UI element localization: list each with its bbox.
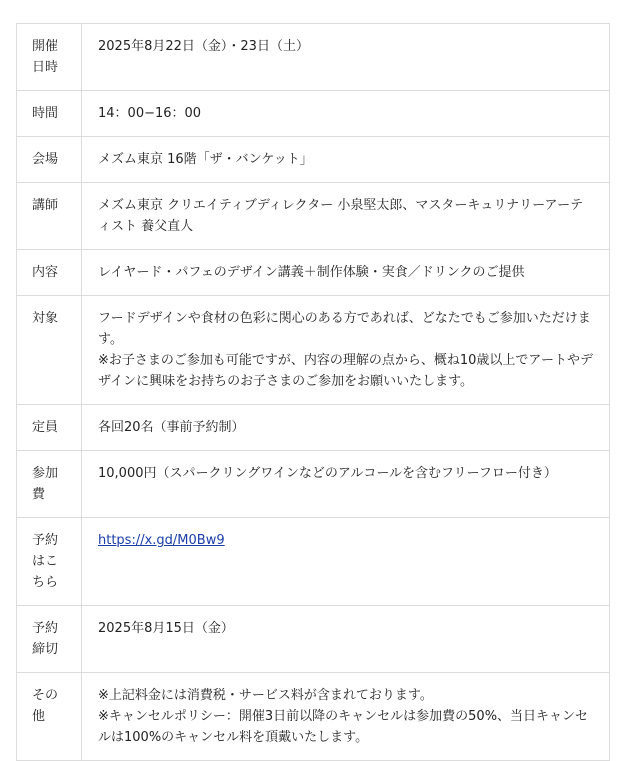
value-line: 10,000円（スパークリングワインなどのアルコールを含むフリーフロー付き） xyxy=(98,466,557,481)
row-value xyxy=(82,673,610,761)
row-label: 対象 xyxy=(17,296,82,405)
row-value xyxy=(82,296,610,405)
value-line: 14：00−16：00 xyxy=(98,106,202,121)
row-label: 定員 xyxy=(17,405,82,451)
row-date xyxy=(17,24,610,91)
value-line: フードデザインや食材の色彩に関心のある方であれば、どなたでもご参加いただけます。 xyxy=(98,311,591,347)
row-value xyxy=(82,250,610,296)
row-label: 予約はこちら xyxy=(17,518,82,606)
row-label: 講師 xyxy=(17,183,82,250)
row-value xyxy=(82,405,610,451)
value-line: ※お子さまのご参加も可能ですが、内容の理解の点から、概ね10歳以上でアートやデザインに興味をお持ちのお子さまのご参加をお願いいたします。 xyxy=(98,353,594,389)
row-value xyxy=(82,137,610,183)
row-other xyxy=(17,673,610,761)
value-line: ※キャンセルポリシー：開催3日前以降のキャンセルは参加費の50%、当日キャンセルは100%のキャンセル料を頂戴いたします。 xyxy=(98,709,589,745)
row-value xyxy=(82,606,610,673)
row-content xyxy=(17,250,610,296)
value-line: 2025年8月22日（金）・23日（土） xyxy=(98,39,309,54)
value-line: メズム東京 16階「ザ・バンケット」 xyxy=(98,152,313,167)
row-target xyxy=(17,296,610,405)
row-value xyxy=(82,24,610,91)
value-line: 2025年8月15日（金） xyxy=(98,621,234,636)
row-value xyxy=(82,518,610,606)
value-line: メズム東京 クリエイティブディレクター 小泉堅太郎、マスターキュリナリーアーティスト 養父直人 xyxy=(98,198,584,234)
row-fee xyxy=(17,451,610,518)
row-instructor xyxy=(17,183,610,250)
event-info-table xyxy=(16,23,610,761)
row-value xyxy=(82,91,610,137)
row-value xyxy=(82,451,610,518)
row-deadline xyxy=(17,606,610,673)
row-capacity xyxy=(17,405,610,451)
row-label: その他 xyxy=(17,673,82,761)
row-label: 参加費 xyxy=(17,451,82,518)
row-label: 開催日時 xyxy=(17,24,82,91)
row-label: 時間 xyxy=(17,91,82,137)
value-line: ※上記料金には消費税・サービス料が含まれております。 xyxy=(98,688,433,703)
value-line: 各回20名（事前予約制） xyxy=(98,420,245,435)
row-venue xyxy=(17,137,610,183)
row-value xyxy=(82,183,610,250)
row-time xyxy=(17,91,610,137)
value-line: レイヤード・パフェのデザイン講義＋制作体験・実食／ドリンクのご提供 xyxy=(98,265,525,280)
row-label: 内容 xyxy=(17,250,82,296)
row-label: 会場 xyxy=(17,137,82,183)
row-label: 予約締切 xyxy=(17,606,82,673)
row-reservation xyxy=(17,518,610,606)
reservation-link[interactable]: https://x.gd/M0Bw9 xyxy=(98,533,225,548)
